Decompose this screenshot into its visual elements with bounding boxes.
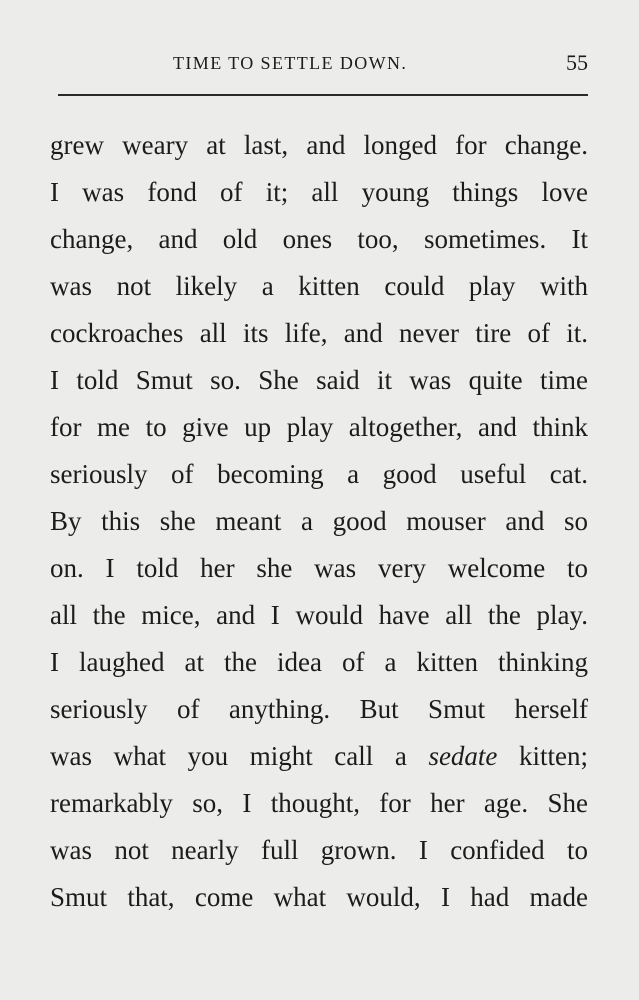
text-line: was not likely a kitten could play with	[50, 271, 588, 301]
text-line: remarkably so, I thought, for her age. She	[50, 788, 588, 818]
text-line: for me to give up play altogether, and think	[50, 412, 588, 442]
text-line: seriously of becoming a good useful cat.	[50, 459, 588, 489]
text-line-with-italic	[50, 733, 588, 780]
text-line: I was fond of it; all young things love	[50, 177, 588, 207]
text-line: all the mice, and I would have all the play.	[50, 600, 588, 630]
running-head	[50, 50, 590, 80]
text-line: By this she meant a good mouser and so	[50, 506, 588, 536]
header-rule	[58, 94, 588, 96]
text-line: was not nearly full grown. I confided to	[50, 835, 588, 865]
text-run: was what you might call a	[50, 741, 429, 771]
text-line: on. I told her she was very welcome to	[50, 553, 588, 583]
page-number: 55	[566, 50, 588, 75]
text-line: I laughed at the idea of a kitten thinking	[50, 647, 588, 677]
text-line: cockroaches all its life, and never tire of it.	[50, 318, 588, 348]
running-title: TIME TO SETTLE DOWN.	[173, 53, 408, 73]
text-line: seriously of anything. But Smut herself	[50, 694, 588, 724]
text-line: I told Smut so. She said it was quite time	[50, 365, 588, 395]
body-text	[50, 122, 588, 921]
italic-word: sedate	[428, 741, 498, 771]
text-run: kitten;	[497, 741, 588, 771]
text-line: Smut that, come what would, I had made	[50, 882, 588, 912]
text-line: change, and old ones too, sometimes. It	[50, 224, 588, 254]
text-line: grew weary at last, and longed for change.	[50, 130, 588, 160]
